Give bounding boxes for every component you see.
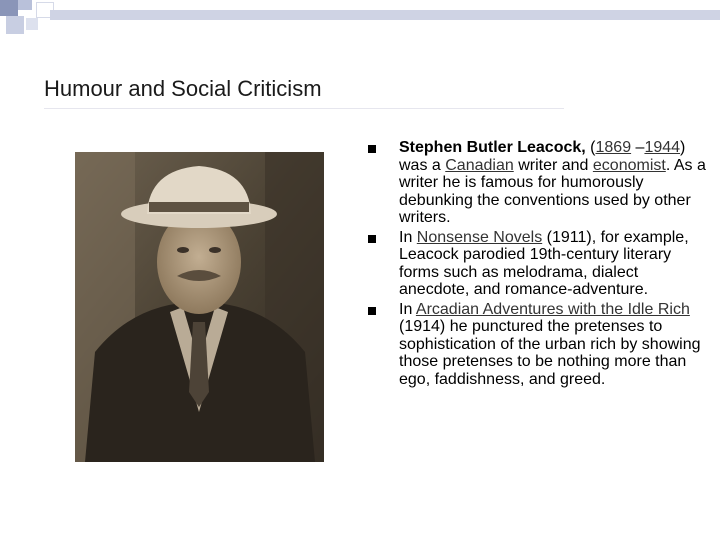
bullet-text bbox=[399, 139, 708, 227]
link-nonsense-novels[interactable]: Nonsense Novels bbox=[416, 228, 543, 246]
bullet-text-bold: Stephen Butler Leacock, bbox=[399, 139, 586, 156]
bullet-text bbox=[399, 229, 708, 299]
deco-square bbox=[18, 0, 32, 10]
bullet-item bbox=[368, 139, 708, 227]
slide-title: Humour and Social Criticism bbox=[44, 76, 322, 101]
header-bar bbox=[50, 10, 720, 20]
bullet-text bbox=[399, 301, 708, 389]
bullet-text-run: – bbox=[631, 139, 645, 156]
square-bullet-icon bbox=[368, 145, 376, 153]
bullet-text-run: In bbox=[399, 228, 417, 246]
link-1869[interactable]: 1869 bbox=[595, 139, 632, 156]
bullet-item bbox=[368, 301, 708, 389]
deco-square bbox=[0, 0, 18, 16]
portrait-illustration bbox=[75, 152, 324, 462]
bullet-text-run: ) was a bbox=[399, 139, 686, 174]
bullet-list bbox=[368, 139, 708, 388]
deco-square bbox=[26, 18, 38, 30]
square-bullet-icon bbox=[368, 235, 376, 243]
link-1944[interactable]: 1944 bbox=[644, 139, 681, 156]
title-divider bbox=[44, 108, 564, 109]
bullet-text-run: In bbox=[399, 300, 416, 318]
bullet-text-run: writer and bbox=[513, 156, 593, 174]
portrait-photo bbox=[75, 152, 324, 462]
bullet-text-run: ( bbox=[585, 139, 596, 156]
bullet-text-run: (1911), for example, Leacock parodied 19th-century literary forms such as melodrama, dialect anecdote, and romance-adventure. bbox=[399, 228, 689, 298]
deco-square bbox=[6, 16, 24, 34]
link-arcadian-adventures[interactable]: Arcadian Adventures with the Idle Rich bbox=[415, 300, 690, 318]
link-economist[interactable]: economist bbox=[592, 156, 666, 174]
link-canadian[interactable]: Canadian bbox=[445, 156, 514, 174]
square-bullet-icon bbox=[368, 307, 376, 315]
bullet-item bbox=[368, 229, 708, 299]
bullet-text-run: . As a writer he is famous for humorously debunking the conventions used by other writers. bbox=[399, 156, 706, 226]
bullet-text-run: (1914) he punctured the pretenses to sophistication of the urban rich by showing those pretenses to be nothing more than ego, faddishness, and greed. bbox=[399, 318, 701, 388]
